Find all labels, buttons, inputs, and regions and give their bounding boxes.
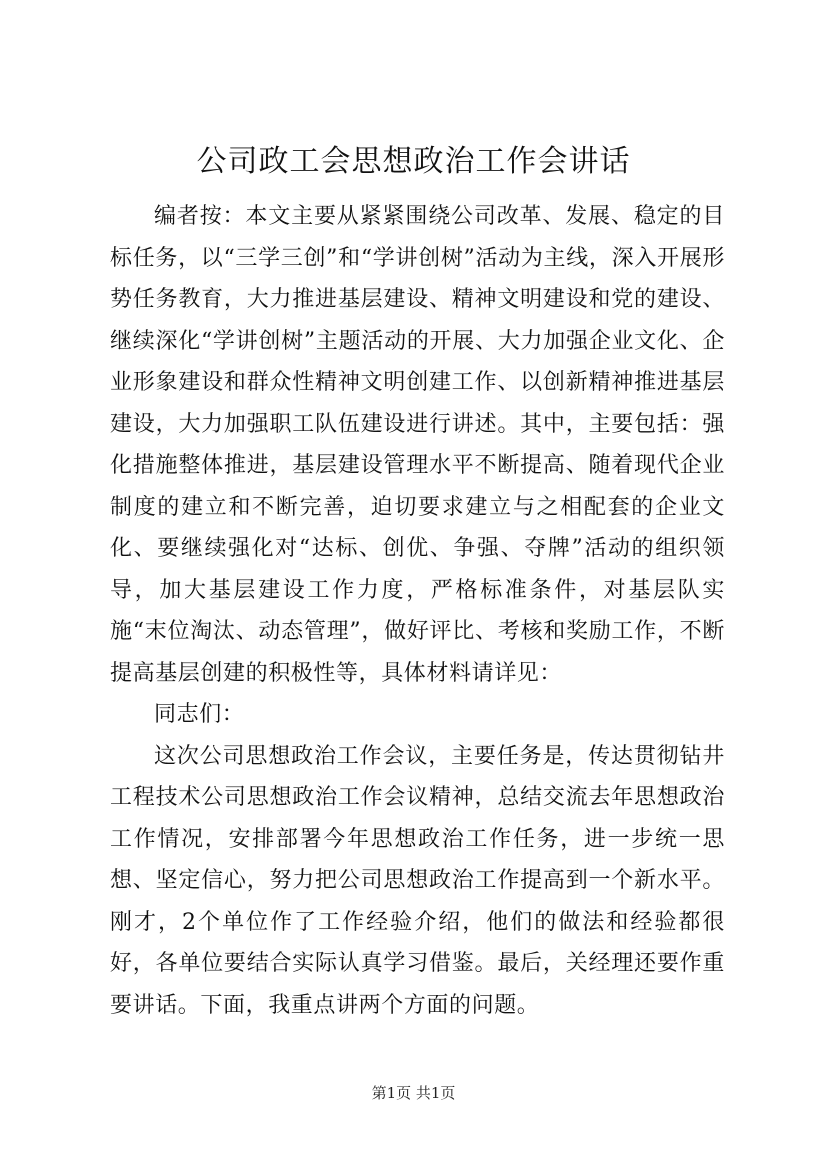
page-number-footer: 第1页 共1页 [371, 1084, 456, 1102]
document-body [110, 196, 725, 1026]
editor-note-paragraph: 编者按：本文主要从紧紧围绕公司改革、发展、稳定的目标任务，以“三学三创”和“学讲创树”活动为主线，深入开展形势任务教育，大力推进基层建设、精神文明建设和党的建设、继续深化“学讲创树”主题活动的开展、大力加强企业文化、企业形象建设和群众性精神文明创建工作、以创新精神推进基层建设，大力加强职工队伍建设进行讲述。其中，主要包括：强化措施整体推进，基层建设管理水平不断提高、随着现代企业制度的建立和不断完善，迫切要求建立与之相配套的企业文化、要继续强化对“达标、创优、争强、夺牌”活动的组织领导，加大基层建设工作力度，严格标准条件，对基层队实施“末位淘汰、动态管理”，做好评比、考核和奖励工作，不断提高基层创建的积极性等，具体材料请详见： [110, 204, 725, 686]
speech-opening-paragraph: 这次公司思想政治工作会议，主要任务是，传达贯彻钻井工程技术公司思想政治工作会议精神，总结交流去年思想政治工作情况，安排部署今年思想政治工作任务，进一步统一思想、坚定信心，努力把公司思想政治工作提高到一个新水平。刚才，2个单位作了工作经验介绍，他们的做法和经验都很好，各单位要结合实际认真学习借鉴。最后，关经理还要作重要讲话。下面，我重点讲两个方面的问题。 [110, 743, 725, 1018]
salutation-paragraph: 同志们： [154, 702, 245, 727]
document-title: 公司政工会思想政治工作会讲话 [196, 144, 631, 179]
